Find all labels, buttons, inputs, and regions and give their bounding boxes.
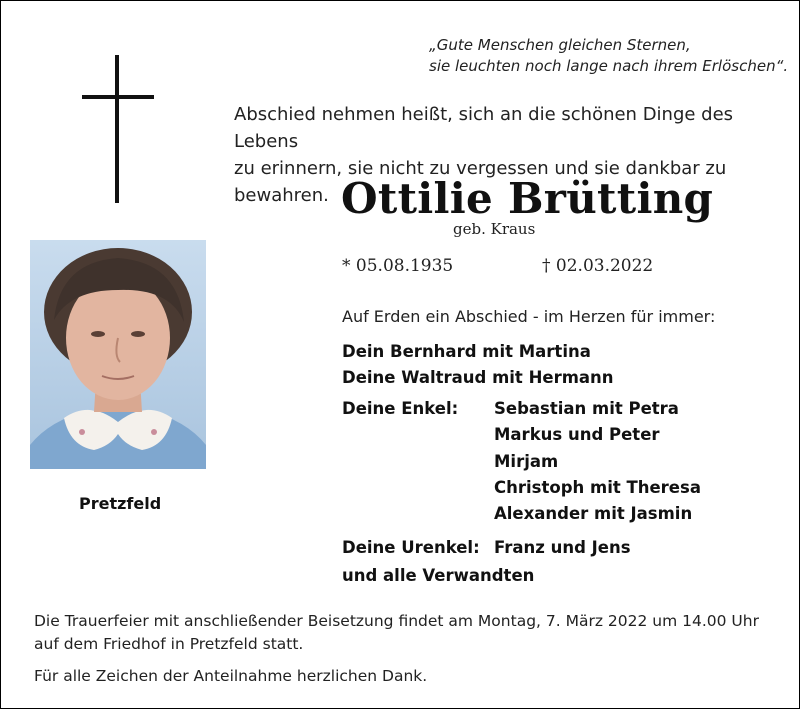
funeral-line-2: auf dem Friedhof in Pretzfeld statt. xyxy=(34,635,304,653)
quote-line-1: „Gute Menschen gleichen Sternen, xyxy=(429,36,691,54)
cross-icon xyxy=(115,55,119,203)
intro-line-1: Abschied nehmen heißt, sich an die schönen Dinge des Lebens xyxy=(234,104,734,152)
death-date: † 02.03.2022 xyxy=(542,256,654,276)
birth-name: geb. Kraus xyxy=(453,220,536,238)
grandchild-item: Mirjam xyxy=(494,452,559,471)
thanks-line: Für alle Zeichen der Anteilnahme herzlichen Dank. xyxy=(34,667,428,685)
deceased-name: Ottilie Brütting xyxy=(341,174,714,223)
intro-line-2: zu erinnern, sie nicht zu vergessen und sie dankbar zu bewahren. xyxy=(234,158,727,206)
saying: Auf Erden ein Abschied - im Herzen für immer: xyxy=(342,307,716,326)
grandchild-item: Alexander mit Jasmin xyxy=(494,504,693,523)
cross-icon-bar xyxy=(82,95,154,99)
quote xyxy=(429,35,788,77)
grandchildren-label: Deine Enkel: xyxy=(342,399,459,418)
grandchild-item: Christoph mit Theresa xyxy=(494,478,701,497)
relatives-line: und alle Verwandten xyxy=(342,566,535,585)
grandchild-item: Sebastian mit Petra xyxy=(494,399,679,418)
great-grandchildren-label: Deine Urenkel: xyxy=(342,538,480,557)
grandchild-item: Markus und Peter xyxy=(494,425,660,444)
great-grandchildren: Franz und Jens xyxy=(494,538,631,557)
quote-line-2: sie leuchten noch lange nach ihrem Erlöschen“. xyxy=(429,57,789,75)
mourner-line-1: Dein Bernhard mit Martina xyxy=(342,342,591,361)
birth-date: * 05.08.1935 xyxy=(342,256,454,276)
place-label: Pretzfeld xyxy=(79,494,162,513)
mourner-line-2: Deine Waltraud mit Hermann xyxy=(342,368,614,387)
funeral-line-1: Die Trauerfeier mit anschließender Beisetzung findet am Montag, 7. März 2022 um 14.00 Uhr xyxy=(34,612,759,630)
portrait-photo-icon xyxy=(30,240,206,469)
